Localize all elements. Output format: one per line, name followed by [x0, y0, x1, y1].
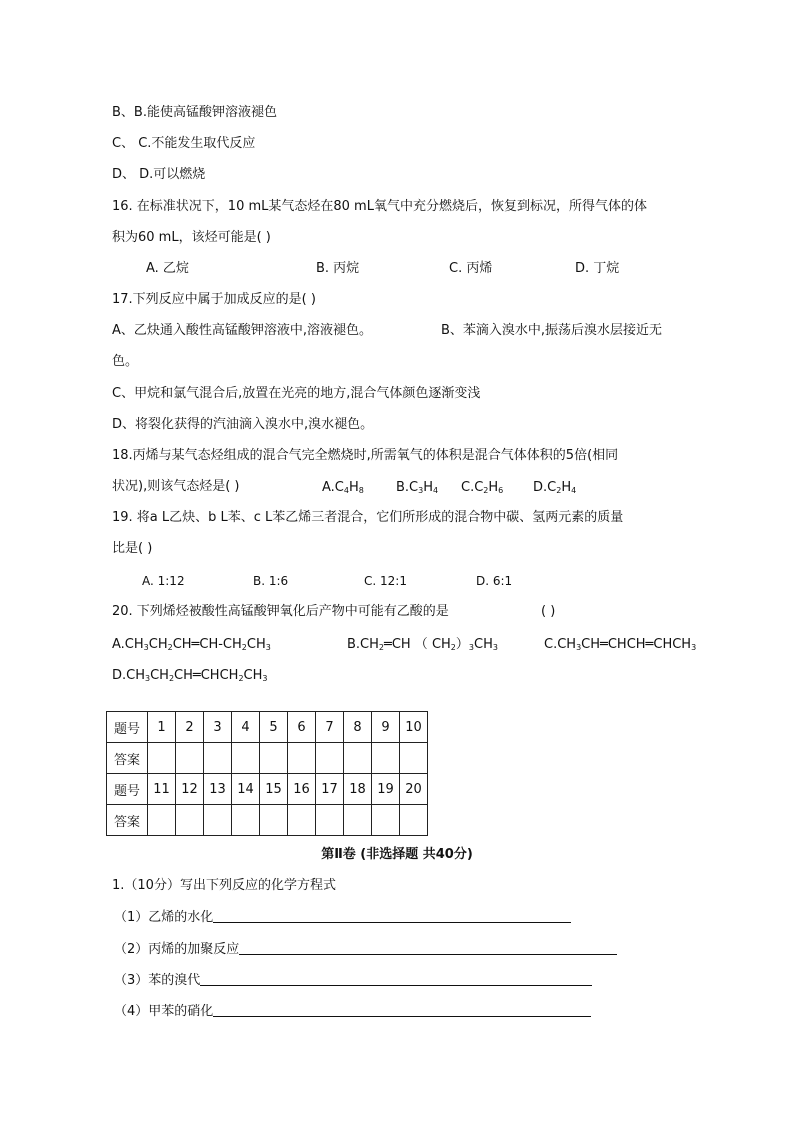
q16-option-d: D. 丁烷: [575, 261, 620, 276]
question-number: 11: [148, 774, 176, 805]
q19-option-d: D. 6:1: [476, 574, 513, 588]
q17-stem: 17.下列反应中属于加成反应的是( ): [112, 292, 316, 307]
table-row: [107, 743, 428, 774]
q18-option-b: $B.C_3H_4$: [396, 480, 439, 495]
q19-option-c: C. 12:1: [364, 574, 407, 588]
question-number: 20: [400, 774, 428, 805]
answer-cell[interactable]: [204, 805, 232, 836]
q18-option-a: $A.C_4H_8$: [322, 480, 364, 495]
row-label: 答案: [107, 743, 148, 774]
equation-label: （3）苯的溴代: [114, 973, 201, 988]
table-row: [107, 805, 428, 836]
answer-cell[interactable]: [204, 743, 232, 774]
question-number: 6: [288, 712, 316, 743]
answer-cell[interactable]: [176, 805, 204, 836]
section-title: 第Ⅱ卷 (非选择题 共40分): [321, 847, 473, 862]
row-label: 答案: [107, 805, 148, 836]
q16-option-b: B. 丙烷: [316, 261, 360, 276]
answer-blank[interactable]: [213, 908, 571, 923]
answer-table: [106, 711, 428, 836]
q16-option-a: A. 乙烷: [146, 261, 189, 276]
answer-cell[interactable]: [232, 743, 260, 774]
question-number: 14: [232, 774, 260, 805]
equation-item-2: [114, 940, 617, 959]
answer-blank[interactable]: [200, 971, 592, 986]
question-number: 2: [176, 712, 204, 743]
equation-item-3: [114, 971, 592, 990]
row-label: 题号: [107, 712, 148, 743]
q20-stem: 20. 下列烯烃被酸性高锰酸钾氧化后产物中可能有乙酸的是: [112, 604, 449, 619]
answer-cell[interactable]: [148, 805, 176, 836]
q19-option-b: B. 1:6: [253, 574, 289, 588]
equation-label: （4）甲苯的硝化: [114, 1004, 214, 1019]
answer-cell[interactable]: [260, 805, 288, 836]
question-number: 12: [176, 774, 204, 805]
question-number: 13: [204, 774, 232, 805]
question-number: 19: [372, 774, 400, 805]
question-number: 1: [148, 712, 176, 743]
answer-cell[interactable]: [288, 743, 316, 774]
answer-blank[interactable]: [213, 1002, 591, 1017]
question-number: 8: [344, 712, 372, 743]
equation-label: （1）乙烯的水化: [114, 910, 214, 925]
question-number: 18: [344, 774, 372, 805]
q15-option-d: D、 D.可以燃烧: [112, 167, 206, 182]
q18-stem-line2: 状况),则该气态烃是( ): [112, 479, 240, 494]
question-number: 5: [260, 712, 288, 743]
answer-cell[interactable]: [316, 805, 344, 836]
q16-option-c: C. 丙烯: [449, 261, 493, 276]
q17-option-b-cont: 色。: [112, 354, 139, 369]
q20-option-a: $A.CH_3CH_2CH═CH-CH_2CH_3$: [112, 637, 271, 652]
q20-answer-paren: ( ): [541, 604, 556, 619]
answer-cell[interactable]: [372, 805, 400, 836]
answer-cell[interactable]: [176, 743, 204, 774]
answer-cell[interactable]: [344, 805, 372, 836]
question-number: 16: [288, 774, 316, 805]
row-label: 题号: [107, 774, 148, 805]
table-row: [107, 712, 428, 743]
answer-cell[interactable]: [288, 805, 316, 836]
question-number: 9: [372, 712, 400, 743]
answer-cell[interactable]: [400, 805, 428, 836]
answer-cell[interactable]: [344, 743, 372, 774]
answer-cell[interactable]: [400, 743, 428, 774]
q19-stem-line2: 比是( ): [112, 541, 153, 556]
answer-cell[interactable]: [260, 743, 288, 774]
answer-cell[interactable]: [232, 805, 260, 836]
q17-option-b: B、苯滴入溴水中,振荡后溴水层接近无: [441, 323, 663, 338]
question-number: 17: [316, 774, 344, 805]
question-number: 10: [400, 712, 428, 743]
question-number: 3: [204, 712, 232, 743]
table-row: [107, 774, 428, 805]
q20-option-c: $C.CH_3CH═CHCH═CHCH_3$: [544, 637, 697, 652]
q16-stem-line1: 16. 在标准状况下，10 mL某气态烃在80 mL氧气中充分燃烧后，恢复到标况，所得气体的体: [112, 199, 647, 214]
equation-label: （2）丙烯的加聚反应: [114, 942, 240, 957]
q17-option-a: A、乙炔通入酸性高锰酸钾溶液中,溶液褪色。: [112, 323, 373, 338]
answer-blank[interactable]: [239, 940, 617, 955]
q17-option-d: D、将裂化获得的汽油滴入溴水中,溴水褪色。: [112, 417, 374, 432]
q15-option-c: C、 C.不能发生取代反应: [112, 136, 256, 151]
answer-cell[interactable]: [372, 743, 400, 774]
q17-option-c: C、甲烷和氯气混合后,放置在光亮的地方,混合气体颜色逐渐变浅: [112, 386, 481, 401]
answer-cell[interactable]: [148, 743, 176, 774]
q19-stem-line1: 19. 将a L乙炔、b L苯、c L苯乙烯三者混合，它们所形成的混合物中碳、氢两元素的质量: [112, 510, 624, 525]
question-number: 4: [232, 712, 260, 743]
section2-q1-stem: 1.（10分）写出下列反应的化学方程式: [112, 878, 336, 893]
answer-cell[interactable]: [316, 743, 344, 774]
equation-item-1: [114, 908, 571, 927]
q20-option-b: $B.CH_2═CH$ （ $CH_2)_3CH_3$: [347, 637, 498, 652]
q19-option-a: A. 1:12: [142, 574, 185, 588]
q18-option-d: $D.C_2H_4$: [533, 480, 577, 495]
q16-stem-line2: 积为60 mL，该烃可能是( ): [112, 230, 271, 245]
q18-option-c: $C.C_2H_6$: [461, 480, 504, 495]
q15-option-b: B、B.能使高锰酸钾溶液褪色: [112, 105, 277, 120]
equation-item-4: [114, 1002, 591, 1021]
q18-stem-line1: 18.丙烯与某气态烃组成的混合气完全燃烧时,所需氧气的体积是混合气体体积的5倍(相同: [112, 448, 619, 463]
q20-option-d: $D.CH_3CH_2CH═CHCH_2CH_3$: [112, 668, 268, 683]
question-number: 15: [260, 774, 288, 805]
question-number: 7: [316, 712, 344, 743]
